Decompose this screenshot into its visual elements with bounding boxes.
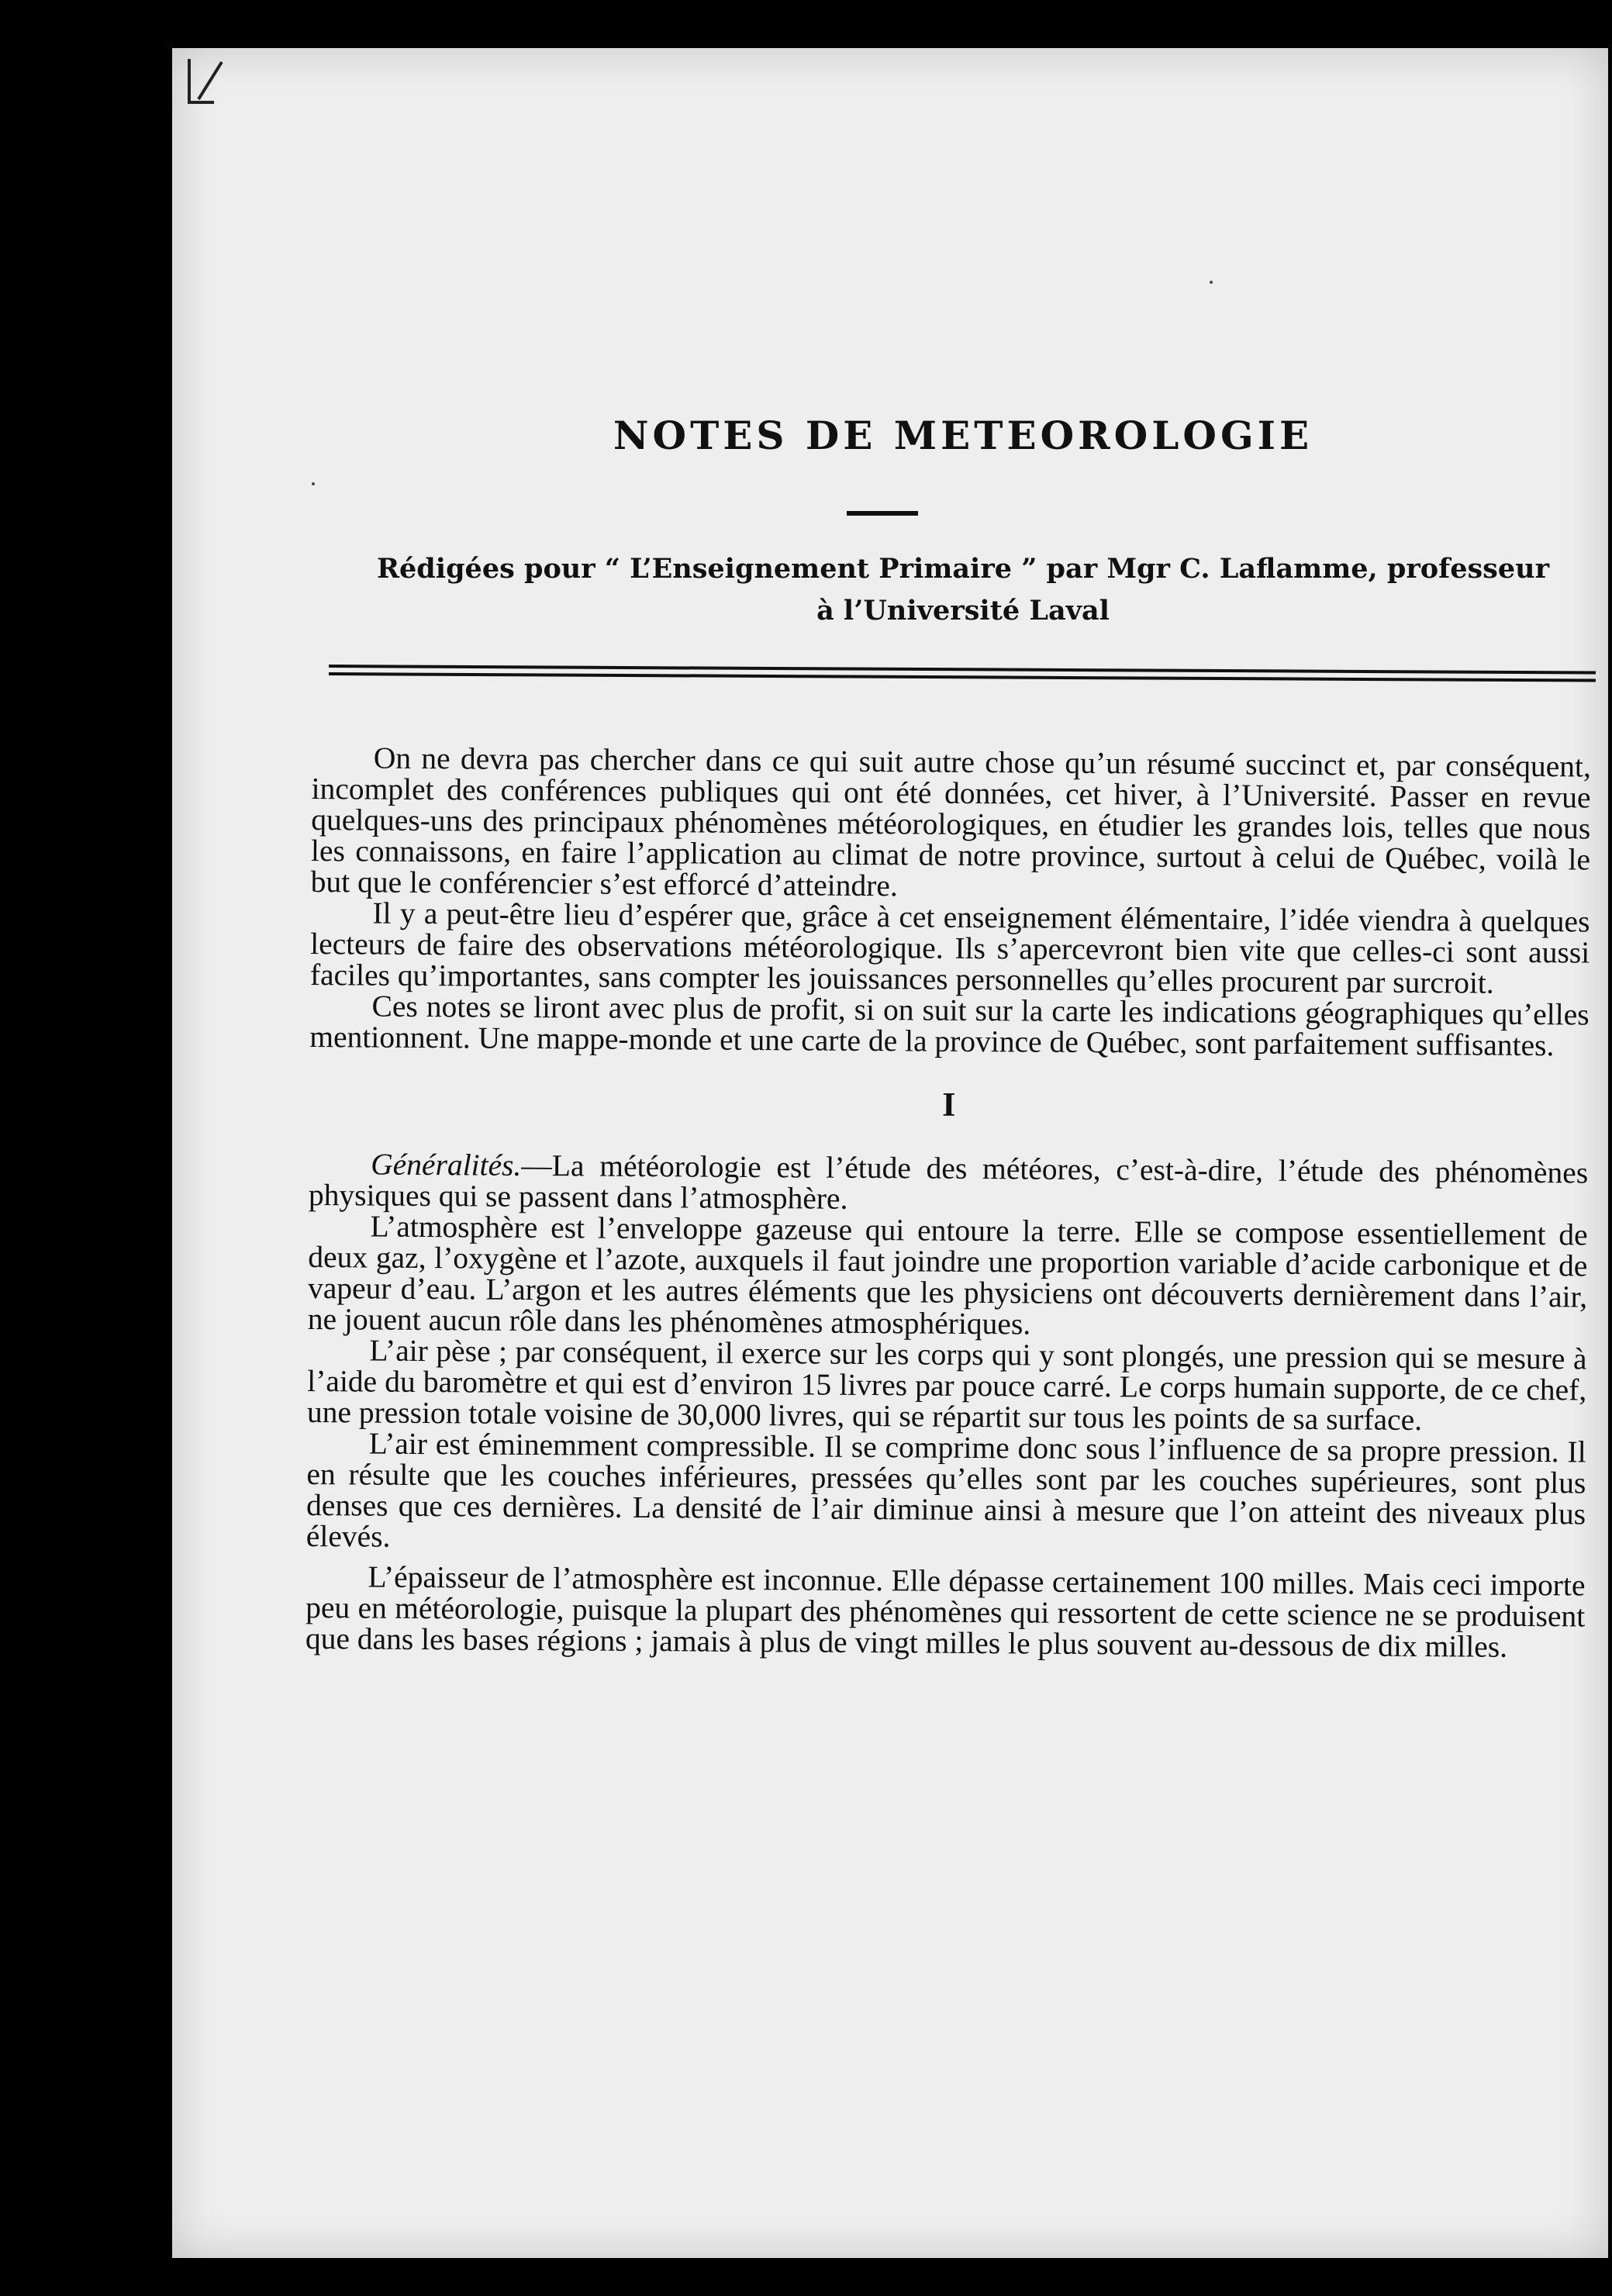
section-label: Généralités.	[371, 1147, 522, 1183]
section-paragraph: L’air pèse ; par conséquent, il exerce sur les corps qui y sont plongés, une pression qui se mesure à l’aide du baromètre et qui est d’environ 15 livres par pouce carré. Le corps humain supporte, de ce chef, une pression totale voisine de 30,000 livres, qui se répartit sur tous les points de sa surface.	[306, 1333, 1587, 1438]
document-title: NOTES DE METEOROLOGIE	[613, 413, 1313, 458]
section-paragraph: L’atmosphère est l’enveloppe gazeuse qui entoure la terre. Elle se compose essentiellement de deux gaz, l’oxygène et l’azote, auxquels il faut joindre une proportion variable d’acide carbonique et de vapeur d’eau. L’argon et les autres éléments que les physiciens ont découverts dernièrement dans l’air, ne jouent aucun rôle dans les phénomènes atmosphériques.	[307, 1209, 1588, 1341]
speck	[1210, 281, 1213, 284]
subtitle-line-2: à l’Université Laval	[816, 595, 1110, 627]
document-subtitle	[327, 548, 1599, 632]
section-paragraph: L’air est éminemment compressible. Il se comprime donc sous l’influence de sa propre pression. Il en résulte que les couches inférieures, pressées qu’elles sont par les couches supérieures, sont plus denses que ces dernières. La densité de l’air diminue ainsi à mesure que l’on atteint des niveaux plus élevés.	[305, 1426, 1586, 1554]
document-page	[172, 48, 1608, 2258]
corner-bracket-mark	[183, 54, 230, 109]
speck	[312, 482, 315, 485]
subtitle-line-1: Rédigées pour “ L’Enseignement Primaire ” par Mgr C. Laflamme, professeur	[376, 553, 1550, 585]
double-rule-divider	[329, 665, 1596, 685]
section-number: I	[942, 1085, 956, 1124]
document-body	[305, 742, 1591, 1662]
section-paragraph: L’épaisseur de l’atmosphère est inconnue. Elle dépasse certainement 100 milles. Mais ceci importe peu en météorologie, puisque la plupart des phénomènes qui ressortent de cette science ne se produisent que dans les bases régions ; jamais à plus de vingt milles le plus souvent au-dessous de dix milles.	[305, 1559, 1586, 1664]
paragraph: On ne devra pas chercher dans ce qui suit autre chose qu’un résumé succinct et, par conséquent, incomplet des conférences publiques qui ont été données, cet hiver, à l’Université. Passer en revue quelques-uns des principaux phénomènes météorologiques, en étudier les grandes lois, telles que nous les connaissons, en faire l’application au climat de notre province, surtout à celui de Québec, voilà le but que le conférencier s’est efforcé d’atteindre.	[310, 741, 1591, 903]
section-paragraph	[309, 1148, 1589, 1220]
paragraph: Il y a peut-être lieu d’espérer que, grâce à cet enseignement élémentaire, l’idée viendra à quelques lecteurs de faire des observations météorologique. Ils s’apercevront bien vite que celles-ci sont aussi faciles qu’importantes, sans compter les jouissances personnelles qu’elles procurent par surcroit.	[309, 896, 1590, 1000]
paragraph: Ces notes se liront avec plus de profit, si on suit sur la carte les indications géographiques qu’elles mentionnent. Une mappe-monde et une carte de la province de Québec, sont parfaitement suffisantes.	[309, 989, 1590, 1063]
section-paragraph-text: —La météorologie est l’étude des météores, c’est-à-dire, l’étude des phénomènes physiques qui se passent dans l’atmosphère.	[308, 1148, 1589, 1216]
title-rule	[847, 511, 918, 516]
